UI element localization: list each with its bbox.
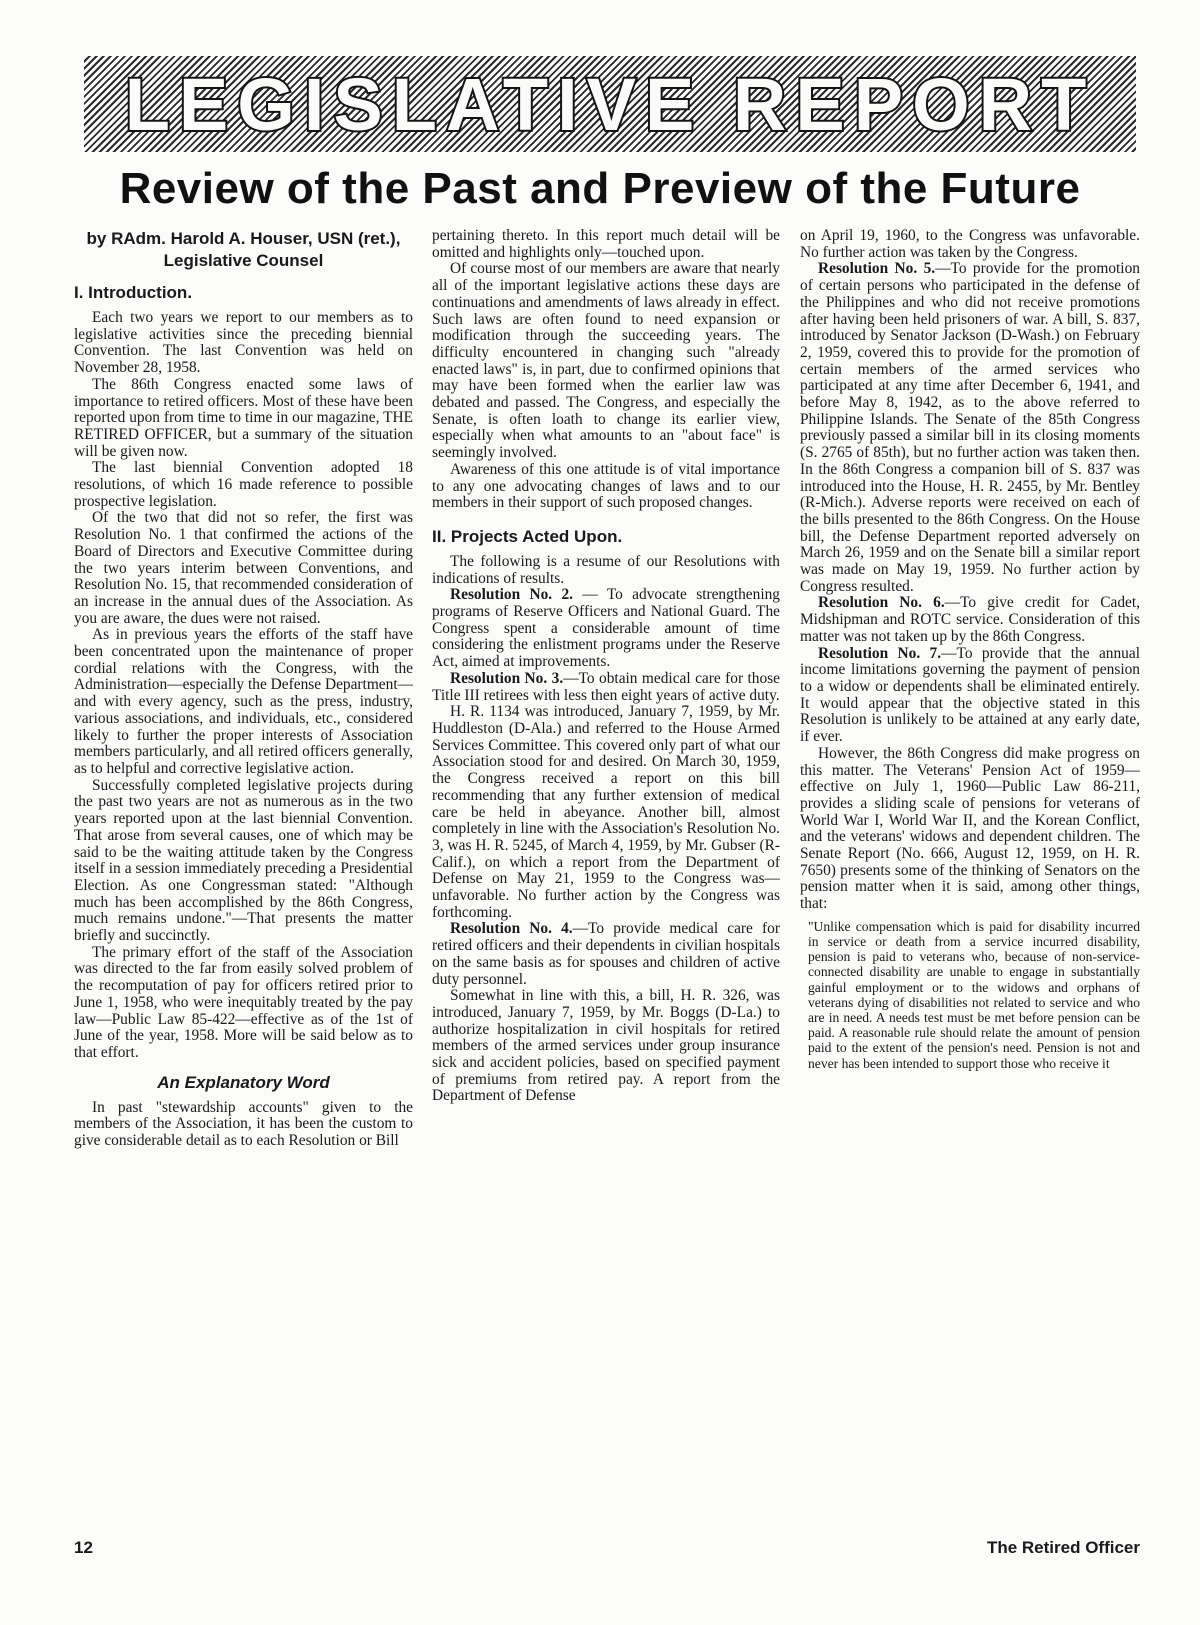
column-3: [800, 228, 1140, 1523]
resolution-label: Resolution No. 7.: [818, 644, 942, 662]
paragraph: The last biennial Convention adopted 18 resolutions, of which 16 made reference to possible prospective legislation.: [74, 459, 413, 510]
paragraph: Each two years we report to our members as to legislative activities since the preceding biennial Convention. The last Convention was held on November 28, 1958.: [74, 309, 413, 377]
column-1: [74, 228, 413, 1523]
resolution-text: — To advocate strengthening programs of Reserve Officers and National Guard. The Congress spent a considerable amount of time considering the enlistment programs under the Reserve Act, aimed at improvements.: [432, 586, 780, 671]
paragraph: H. R. 1134 was introduced, January 7, 1959, by Mr. Huddleston (D-Ala.) and referred to the House Armed Services Committee. This covered only part of what our Association stood for and desired. On March 30, 1959, the Congress received a report on this bill recommending that any further extension of medical care be held in abeyance. Another bill, almost completely in line with the Association's Resolution No. 3, was H. R. 5245, of March 4, 1959, by Mr. Gubser (R-Calif.), on which a report from the Department of Defense on May 21, 1959 to the Congress was—unfavorable. No further action by the Congress was forthcoming.: [432, 703, 780, 921]
paragraph: The following is a resume of our Resolutions with indications of results.: [432, 552, 780, 587]
page-number: 12: [74, 1538, 93, 1557]
resolution-4: [432, 921, 780, 988]
senate-report-quote: "Unlike compensation which is paid for disability incurred in service or death from a service incurred disability, pension is paid to veterans who, because of non-service-connected disability are unable to engage in substantially gainful employment or to the widows and orphans of veterans dying of disabilities not related to service and who are in need. A needs test must be met before pension can be paid. A reasonable rule should relate the amount of pension paid to the extent of the pension's need. Pension is not and never has been intended to support those who receive it: [808, 918, 1140, 1071]
paragraph: Awareness of this one attitude is of vital importance to any one advocating changes of laws and to our members in their support of such proposed changes.: [432, 460, 780, 512]
paragraph: In past "stewardship accounts" given to the members of the Association, it has been the custom to give considerable detail as to each Resolution or Bill: [74, 1098, 413, 1150]
resolution-label: Resolution No. 2.: [450, 586, 574, 604]
resolution-label: Resolution No. 3.: [450, 669, 564, 687]
resolution-label: Resolution No. 4.: [450, 920, 573, 938]
subheading-explanatory-word: An Explanatory Word: [157, 1072, 330, 1092]
resolution-2: [432, 587, 780, 671]
resolution-label: Resolution No. 5.: [818, 260, 936, 278]
banner-title: LEGISLATIVE REPORT: [124, 63, 1096, 146]
resolution-text: —To provide that the annual income limitations governing the payment of pension to a widow or dependents shall be eliminated entirely. It would appear that the objective stated in this Resolution is unlikely to be attained at any early date, if ever.: [800, 644, 1140, 746]
column-2: [432, 228, 780, 1523]
resolution-text: —To provide medical care for retired officers and their dependents in civilian hospitals on the same basis as for spouses and children of active duty personnel.: [432, 920, 780, 988]
resolution-3: [432, 671, 780, 704]
paragraph: Successfully completed legislative projects during the past two years are not as numerous as in the two years reported upon at the last biennial Convention. That arose from several causes, one of which may be said to be the waiting attitude taken by the Congress itself in a session immediately preceding a Presidential Election. As one Congressman stated: "Although much has been accomplished by the 86th Congress, much remains undone."—That presents the matter briefly and succinctly.: [74, 776, 413, 945]
paragraph: Somewhat in line with this, a bill, H. R. 326, was introduced, January 7, 1959, by Mr. Boggs (D-La.) to authorize hospitalization in civil hospitals for retired members of the armed services under group insurance sick and accident policies, based on specified payment of premiums from retired pay. A report from the Department of Defense: [432, 987, 780, 1105]
paragraph: pertaining thereto. In this report much detail will be omitted and highlights only—touched upon.: [432, 228, 780, 261]
resolution-7: [800, 646, 1140, 746]
resolution-5: [800, 261, 1140, 595]
paragraph: As in previous years the efforts of the staff have been concentrated upon the maintenance of proper cordial relations with the Congress, with the Administration—especially the Defense Department—and with every agency, such as the press, industry, various associations, and individuals, etc., considered likely to further the proper interests of Association members particularly, and all retired officers generally, as to helpful and corrective legislative action.: [74, 626, 413, 777]
resolution-text: —To provide for the promotion of certain persons who participated in the defense of the Philippines and who did not receive promotions after having been held prisoners of war. A bill, S. 837, introduced by Senator Jackson (D-Wash.) on February 2, 1959, covered this to provide for the promotion of certain members of the armed services who participated at any time after December 6, 1941, and before May 8, 1942, as to the above referred to Philippine Islands. The Senate of the 85th Congress previously passed a similar bill in its closing moments (S. 2765 of 85th), but no further action was taken then. In the 86th Congress a companion bill of S. 837 was introduced into the House, H. R. 2455, by Mr. Bentley (R-Mich.). Adverse reports were received on each of the bills presented to the 86th Congress. On the House bill, the Defense Department reported adversely on March 26, 1959 and on the Senate bill a similar report was made on May 19, 1959. No further action by Congress resulted.: [800, 260, 1140, 595]
byline: by RAdm. Harold A. Houser, USN (ret.), Legislative Counsel: [86, 229, 401, 270]
paragraph: The 86th Congress enacted some laws of importance to retired officers. Most of these have been reported upon from time to time in our magazine, THE RETIRED OFFICER, but a summary of the situation will be given now.: [74, 375, 413, 460]
paragraph: on April 19, 1960, to the Congress was unfavorable. No further action was taken by the Congress.: [800, 228, 1140, 261]
resolution-6: [800, 595, 1140, 645]
section-heading-introduction: I. Introduction.: [74, 283, 193, 302]
section-heading-projects: II. Projects Acted Upon.: [432, 526, 623, 546]
headline: Review of the Past and Preview of the Future: [119, 164, 1081, 213]
resolution-text: —To obtain medical care for those Title III retirees with less then eight years of active duty.: [432, 669, 780, 704]
paragraph: Of the two that did not so refer, the first was Resolution No. 1 that confirmed the actions of the Board of Directors and Executive Committee during the two years interim between Conventions, and Resolution No. 15, that recommended consideration of an increase in the annual dues of the Association. As you are aware, the dues were not raised.: [74, 509, 413, 627]
paragraph: However, the 86th Congress did make progress on this matter. The Veterans' Pension Act of 1959—effective on July 1, 1960—Public Law 86-211, provides a sliding scale of pensions for veterans of World War I, World War II, and the Korean Conflict, and the veterans' widows and dependent children. The Senate Report (No. 666, August 12, 1959, on H. R. 7650) presents some of the thinking of Senators on the pension matter when it is said, among other things, that:: [800, 744, 1140, 913]
paragraph: Of course most of our members are aware that nearly all of the important legislative actions these days are continuations and amendments of laws already in effect. Such laws are often found to need expansion or modification through the succeeding years. The difficulty encountered in changing such "already enacted laws" is, in part, due to confirmed opinions that may have been formed when the earlier law was debated and passed. The Congress, and especially the Senate, is often loath to change its earlier view, especially when what amounts to an "about face" is seemingly involved.: [432, 260, 780, 462]
resolution-text: —To give credit for Cadet, Midshipman and ROTC service. Consideration of this matter was not taken up by the 86th Congress.: [800, 594, 1140, 645]
publication-name: The Retired Officer: [986, 1538, 1140, 1557]
paragraph: The primary effort of the staff of the Association was directed to the far from easily solved problem of the recomputation of pay for officers retired prior to June 1, 1958, who were inequitably treated by the pay law—Public Law 85-422—effective as of the 1st of June of the year, 1958. More will be said below as to that effort.: [74, 943, 413, 1061]
resolution-label: Resolution No. 6.: [818, 594, 945, 612]
banner: [84, 56, 1136, 152]
